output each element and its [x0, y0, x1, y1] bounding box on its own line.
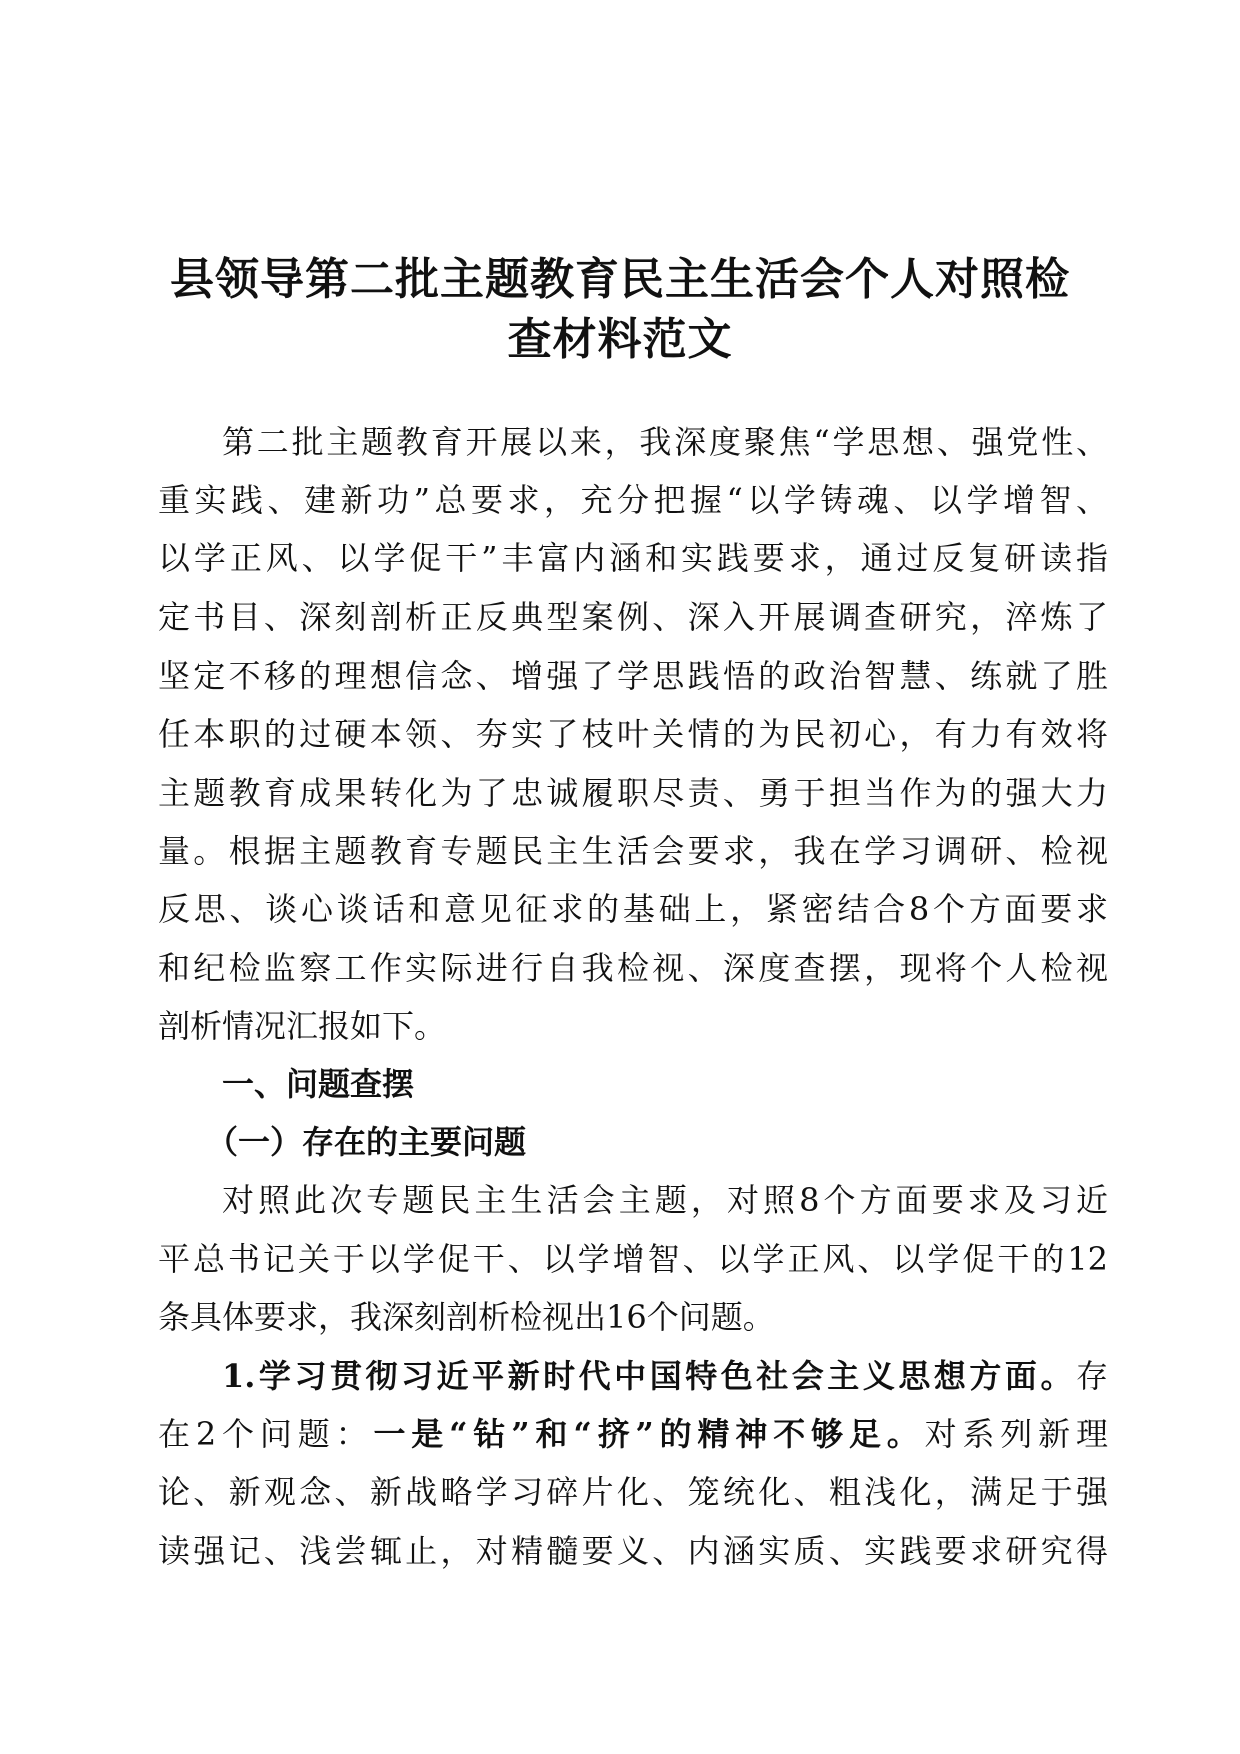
intro-line-11: 剖析情况汇报如下。 — [158, 1007, 447, 1045]
item1-line-3: 论、新观念、新战略学习碎片化、笼统化、粗浅化，满足于强 — [158, 1473, 1108, 1511]
item1-line-4: 读强记、浅尝辄止，对精髓要义、内涵实质、实践要求研究得 — [158, 1532, 1108, 1570]
item1-line-2 — [158, 1414, 1108, 1454]
intro-line-2: 重实践、建新功”总要求，充分把握“以学铸魂、以学增智、 — [158, 481, 1108, 519]
sub-line-2: 平总书记关于以学促干、以学增智、以学正风、以学促干的12 — [158, 1240, 1108, 1278]
sub-line-3: 条具体要求，我深刻剖析检视出16个问题。 — [158, 1298, 775, 1336]
intro-line-7: 主题教育成果转化为了忠诚履职尽责、勇于担当作为的强大力 — [158, 774, 1108, 812]
item1-point-one: 一是“钻”和“挤”的精神不够足。 — [373, 1415, 925, 1453]
intro-line-9: 反思、谈心谈话和意见征求的基础上，紧密结合8个方面要求 — [158, 890, 1108, 928]
intro-line-5: 坚定不移的理想信念、增强了学思践悟的政治智慧、练就了胜 — [158, 657, 1108, 695]
item1-title: 1.学习贯彻习近平新时代中国特色社会主义思想方面。 — [222, 1357, 1076, 1395]
intro-line-1: 第二批主题教育开展以来，我深度聚焦“学思想、强党性、 — [222, 423, 1108, 461]
intro-line-8: 量。根据主题教育专题民主生活会要求，我在学习调研、检视 — [158, 832, 1108, 870]
intro-line-4: 定书目、深刻剖析正反典型案例、深入开展调查研究，淬炼了 — [158, 598, 1108, 636]
item1-line2-tail: 对系列新理 — [924, 1415, 1108, 1453]
subsection-heading: （一）存在的主要问题 — [206, 1123, 527, 1161]
sub-line-1: 对照此次专题民主生活会主题，对照8个方面要求及习近 — [222, 1181, 1108, 1219]
document-title-line-2: 查材料范文 — [507, 314, 733, 365]
item1-line2-pre: 在2个问题： — [158, 1415, 374, 1453]
intro-line-3: 以学正风、以学促干”丰富内涵和实践要求，通过反复研读指 — [158, 539, 1108, 577]
document-title-line-1: 县领导第二批主题教育民主生活会个人对照检 — [170, 254, 1070, 305]
section-heading: 一、问题查摆 — [222, 1065, 415, 1103]
item1-title-tail: 存 — [1075, 1357, 1108, 1395]
intro-line-10: 和纪检监察工作实际进行自我检视、深度查摆，现将个人检视 — [158, 949, 1108, 987]
item1-line-1 — [222, 1356, 1108, 1396]
intro-line-6: 任本职的过硬本领、夯实了枝叶关情的为民初心，有力有效将 — [158, 715, 1108, 753]
